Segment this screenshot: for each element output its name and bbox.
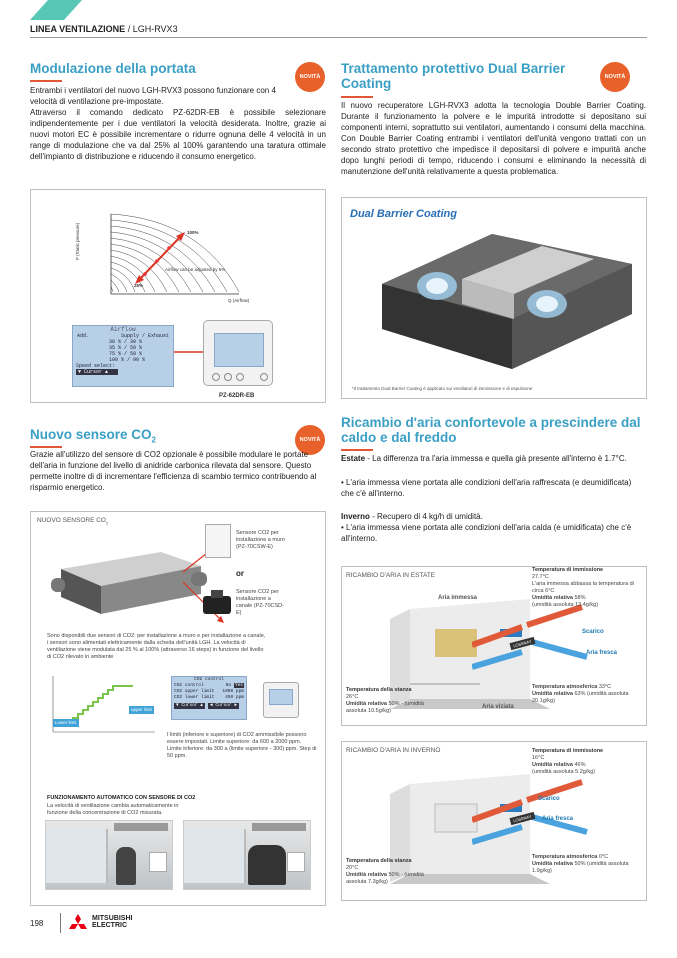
co2-box-title [37, 517, 108, 525]
winter-stanza-2: 50% - (umidità assoluta 7.3g/kg) [346, 872, 424, 885]
co2-lcd [171, 676, 247, 720]
summer-box [341, 566, 647, 726]
sec2-underline [341, 96, 373, 98]
winter-title: RICAMBIO D'ARIA IN INVERNO [346, 747, 441, 754]
duct-sensor-icon [201, 590, 233, 618]
winter-imm-2b: Umidità relativa [532, 762, 573, 768]
dual-barrier-box [341, 197, 647, 399]
dual-barrier-title: Dual Barrier Coating [350, 208, 457, 220]
summer-stanza-2b: Umidità relativa [346, 701, 387, 707]
header-rule [30, 37, 647, 38]
airflow-lcd-col2: Supply / Exhaust [120, 333, 169, 339]
summer-stanza [346, 687, 438, 715]
controller-button-icon[interactable] [260, 373, 268, 381]
summer-atm-title: Temperatura atmosferica [532, 684, 598, 690]
people-group [248, 845, 286, 885]
co2-lcd-r1v: No [225, 683, 232, 688]
summer-flow-arrows [472, 597, 612, 687]
header-series: LINEA VENTILAZIONE [30, 24, 126, 34]
airflow-ylabel: P (Static pressure) [75, 222, 80, 260]
summer-atm-2b: Umidità relativa [532, 691, 573, 697]
co2-desc: Sono disponibili due sensori di CO2: per installazione a muro e per installazione a canale, i sensori sono alimentati elettricamente dalla scheda dell'unità LGH. La velocità di ventilazione viene modulata dal 25 % al 100% (attraverso 16 steps) in funzione del livello di CO2 rilevato in ambiente [47, 633, 266, 660]
controller-button-icon[interactable] [224, 373, 232, 381]
or-label: or [236, 569, 244, 578]
sec1-p1: Entrambi i ventilatori del nuovo LGH-RVX3 possono funzionare con 4 velocità di ventilazione pre-impostate. [30, 86, 276, 106]
winter-imm-2: 46% [572, 762, 586, 768]
sec4-winter-bullet: • L'aria immessa viene portata alle condizioni dell'aria calda (e umidificata) che c'è all'interno. [341, 523, 632, 543]
airflow-lcd-row: 35 % / 50 % [109, 345, 143, 351]
summer-aria-fresca: Aria fresca [586, 650, 618, 656]
page-number: 198 [30, 919, 44, 928]
sec4-title: Ricambio d'aria confortevole a prescindere dal caldo e dal freddo [341, 415, 641, 445]
header-tab [30, 0, 82, 20]
sec2-title: Trattamento protettivo Dual Barrier Coating [341, 61, 566, 91]
winter-lossnay: LOSSNAY [510, 812, 536, 825]
sec1-title: Modulazione della portata [30, 61, 196, 76]
summer-title: RICAMBIO D'ARIA IN ESTATE [346, 572, 436, 579]
co2-box-title-text: NUOVO SENSORE CO [37, 517, 106, 524]
header-title [30, 24, 178, 34]
controller-screen [214, 333, 264, 367]
airflow-lcd-title: Airflow [110, 326, 136, 333]
sec3-title [30, 427, 156, 448]
sec1-p2: Attraverso il comando dedicato PZ-62DR-EB è possibile selezionare indipendentemente per i due ventilatori la velocità desiderata. Inoltre, grazie ai nuovi motori EC è possibile incrementare o ridurre ognuna delle 4 velocità in un range di modulazione che va dal 25% al 100% garantendo una taratura ottimale dell'impianto di distribuzione e riducendo il consumo energetico. [30, 108, 326, 161]
co2-lcd-cursor1[interactable]: ▼ Cursor ▲ [176, 703, 204, 708]
controller-button-icon[interactable] [236, 373, 244, 381]
summer-aria-viziata: Aria viziata [482, 704, 514, 710]
co2-box-title-sub: 2 [105, 520, 109, 526]
winter-imm-1: 16°C [532, 755, 545, 761]
brand-line2: ELECTRIC [92, 922, 127, 929]
controller-label: PZ-62DR-EB [219, 393, 255, 399]
winter-imm [532, 748, 644, 776]
airflow-lcd-cursor[interactable]: ▼ Cursor ▲ [76, 369, 118, 375]
ceiling-unit [252, 823, 306, 831]
summer-imm-title: Temperatura di immissione [532, 567, 604, 573]
mitsubishi-logo-icon [68, 914, 88, 932]
winter-label: Inverno [341, 512, 370, 521]
airflow-lcd [72, 325, 174, 387]
airflow-label-100: 100% [187, 230, 199, 235]
controller-button-icon[interactable] [212, 373, 220, 381]
winter-atm [532, 854, 644, 875]
window-panel [46, 829, 108, 883]
summer-imm-3: 58% [572, 595, 586, 601]
window-panel [184, 829, 246, 883]
airflow-annotation: Airflow can be adjusted by 5% [165, 267, 226, 272]
airflow-box [30, 189, 326, 403]
winter-text: - Recupero di 4 kg/h di umidità. [369, 512, 483, 521]
co2-lcd-cursor2[interactable]: ◄ Cursor ► [210, 703, 238, 708]
summer-atm-1: 33°C [597, 684, 612, 690]
co2-limits: I limiti (inferiore e superiore) di CO2 ammissibile possono essere impostati. Limite superiore: da 600 a 2000 ppm. Limite inferiore: da 300 a (limite superiore - 300) ppm. Step di 50 ppm. [167, 732, 317, 759]
sec3-badge: NOVITÀ [295, 425, 325, 455]
summer-stanza-2: 50% - (umidità assoluta 10.5g/kg) [346, 701, 424, 714]
winter-scarico: Scarico [538, 796, 560, 802]
summer-scarico: Scarico [582, 629, 604, 635]
controller-device [203, 320, 273, 386]
winter-imm-title: Temperatura di immissione [532, 748, 604, 754]
sec4-summer [341, 453, 646, 464]
winter-atm-1: 0°C [597, 854, 609, 860]
winter-aria-fresca: Aria fresca [542, 816, 574, 822]
winter-stanza-title: Temperatura della stanza [346, 858, 412, 864]
airflow-xlabel: Q (Airflow) [228, 298, 250, 303]
footer-divider [60, 913, 61, 933]
sensor2-label: Sensore CO2 per installazione a canale (PZ-70CSD-E) [236, 589, 284, 616]
co2-upper-limit: upper limit [131, 707, 152, 712]
co2-lcd-r1: CO2 control [174, 683, 204, 688]
co2-lcd-title: CO2 control [194, 677, 224, 682]
sec4-summer-bullet: • L'aria immessa viene portata alle condizioni dell'aria raffrescata (e deumidificata) che c'è all'interno. [341, 478, 632, 498]
summer-label: Estate [341, 454, 366, 463]
sec1-underline [30, 80, 62, 82]
sensor-thumb-low [149, 852, 167, 872]
winter-stanza-1: 20°C [346, 865, 359, 871]
summer-stanza-1: 26°C [346, 694, 359, 700]
dual-barrier-illustration [342, 224, 648, 374]
summer-imm-4: (umidità assoluta 13.4g/kg) [532, 602, 599, 608]
people-figure [116, 847, 136, 885]
ceiling-unit [114, 823, 168, 831]
co2-lcd-r2: CO2 upper limit [174, 689, 215, 694]
sec4-underline [341, 449, 373, 451]
summer-imm [532, 567, 644, 609]
sec3-p: Grazie all'utilizzo del sensore di CO2 opzionale è possibile modulare le portate dell'aria in funzione del livello di anidride carbonica rilevata dal sensore. Questo permette inoltre di di incrementare l'efficienza di scambio termico contribuendo al risparmio energetico. [30, 450, 317, 492]
winter-atm-title: Temperatura atmosferica [532, 854, 598, 860]
sec2-p1: Il nuovo recuperatore LGH-RVX3 adotta la tecnologia Double Barrier Coating. Durante il funzionamento la polvere e le impurità introdotte si depositano sui componenti interni, soprattutto sui ventilatori, aumentando i consumi della macchina. Con Double Barrier Coating entrambi i ventilatori dell'unità vengono trattati con un secondo strato protettivo che impedisce il depositarsi di polvere e impurità anche dopo lunghi periodi di tempo, riducendo i consumi e eliminando la necessità di manutenzione dell'unità relativamente a questa problematica. [341, 101, 646, 176]
summer-lossnay: LOSSNAY [510, 637, 536, 650]
airflow-label-25: 25% [134, 283, 144, 288]
airflow-lcd-row: 75 % / 50 % [109, 351, 143, 357]
summer-imm-1: 27.7°C [532, 574, 549, 580]
airflow-lcd-col1: Add. [77, 333, 90, 339]
sec2-badge: NOVITÀ [600, 62, 630, 92]
sec3-underline [30, 446, 62, 448]
sec4-winter [341, 511, 646, 522]
co2-lower-limit: Lower limit [55, 720, 77, 725]
winter-stanza-2b: Umidità relativa [346, 872, 387, 878]
header-model: LGH-RVX3 [132, 24, 178, 34]
winter-box [341, 741, 647, 901]
airflow-lcd-row: 100 % / 90 % [109, 357, 146, 363]
co2-controller-screen [269, 689, 293, 705]
summer-text: - La differenza tra l'aria immessa e quella già presente all'interno è 1.7°C. [365, 454, 627, 463]
controller-buttons [212, 373, 268, 381]
sec1-badge: NOVITÀ [295, 62, 325, 92]
co2-lcd-r3: CO2 lower limit [174, 695, 215, 700]
wall-sensor-icon [205, 524, 231, 558]
brand-line1: MITSUBISHI [92, 915, 133, 922]
header-sep: / [127, 24, 131, 34]
summer-atm [532, 684, 644, 705]
airflow-lcd-speed: Speed select: [76, 363, 116, 369]
winter-stanza [346, 858, 438, 886]
sec3-title-text: Nuovo sensore CO [30, 427, 152, 442]
summer-atm-2: 63% (umidità assoluta 20.1g/kg) [532, 691, 629, 704]
summer-imm-2: L'aria immessa abbassa la temperatura di circa 6°C [532, 581, 634, 594]
winter-imm-3: (umidità assoluta 5.2g/kg) [532, 769, 595, 775]
summer-imm-3b: Umidità relativa [532, 595, 573, 601]
co2-controller-device [263, 682, 299, 718]
brand-name [92, 915, 132, 929]
co2-auto-desc: La velocità di ventilazione cambia automaticamente in funzione della concentrazione di CO2 misurata. [47, 803, 179, 816]
sensor1-label: Sensore CO2 per installazione a muro (PZ-70CSW-E) [236, 530, 285, 550]
airflow-lcd-row: 30 % / 30 % [109, 339, 143, 345]
co2-lcd-r2v: 1000 ppm [222, 689, 244, 694]
co2-step-chart [43, 674, 163, 754]
summer-aria-immessa: Aria immessa [438, 595, 478, 601]
winter-atm-2: 50% (umidità assoluta 1.9g/kg) [532, 861, 629, 874]
co2-lcd-r1o[interactable]: Yes [234, 683, 243, 688]
sensor-thumb-high [287, 852, 305, 872]
co2-lcd-r3v: 450 ppm [225, 695, 244, 700]
co2-box [30, 511, 326, 906]
co2-auto-title: FUNZIONAMENTO AUTOMATICO CON SENSORE DI CO2 [47, 795, 196, 801]
winter-atm-2b: Umidità relativa [532, 861, 573, 867]
dual-barrier-note: *Il trattamento Dual Barrier Coating è applicato sui ventilatori di immissione e di espulsione [352, 386, 533, 391]
summer-stanza-title: Temperatura della stanza [346, 687, 412, 693]
sec3-title-sub: 2 [151, 435, 156, 445]
